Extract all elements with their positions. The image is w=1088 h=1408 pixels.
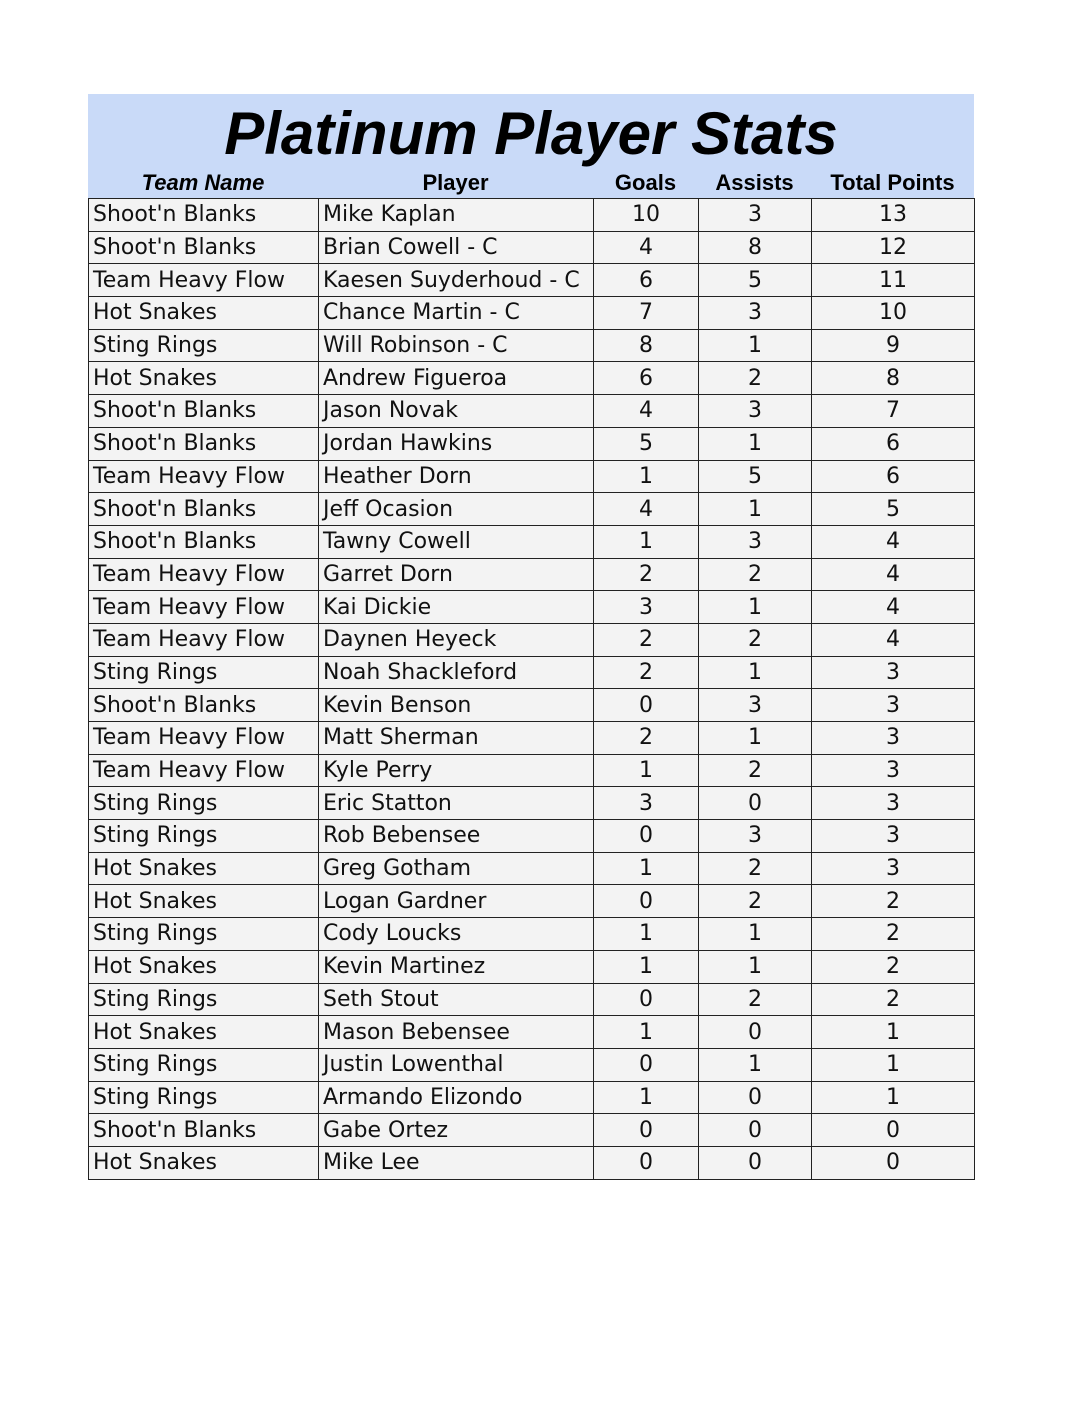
assists-cell: 3 xyxy=(699,297,812,330)
total-points-cell: 2 xyxy=(812,918,975,951)
table-row xyxy=(89,983,975,1016)
goals-cell: 0 xyxy=(594,983,699,1016)
table-row xyxy=(89,754,975,787)
team-cell: Sting Rings xyxy=(89,1081,319,1114)
player-cell: Brian Cowell - C xyxy=(319,231,594,264)
player-cell: Tawny Cowell xyxy=(319,525,594,558)
table-row xyxy=(89,656,975,689)
goals-cell: 0 xyxy=(594,689,699,722)
total-points-cell: 0 xyxy=(812,1114,975,1147)
table-row xyxy=(89,199,975,232)
goals-cell: 10 xyxy=(594,199,699,232)
total-points-cell: 6 xyxy=(812,427,975,460)
assists-cell: 1 xyxy=(699,656,812,689)
team-cell: Team Heavy Flow xyxy=(89,591,319,624)
player-cell: Garret Dorn xyxy=(319,558,594,591)
assists-cell: 1 xyxy=(699,493,812,526)
table-row xyxy=(89,1048,975,1081)
player-cell: Justin Lowenthal xyxy=(319,1048,594,1081)
goals-cell: 4 xyxy=(594,395,699,428)
table-row xyxy=(89,1016,975,1049)
player-cell: Kyle Perry xyxy=(319,754,594,787)
table-row xyxy=(89,787,975,820)
goals-cell: 2 xyxy=(594,623,699,656)
team-cell: Sting Rings xyxy=(89,983,319,1016)
team-cell: Team Heavy Flow xyxy=(89,754,319,787)
team-cell: Shoot'n Blanks xyxy=(89,427,319,460)
column-headers xyxy=(88,168,974,198)
goals-cell: 0 xyxy=(594,820,699,853)
goals-cell: 0 xyxy=(594,1146,699,1179)
player-cell: Mike Kaplan xyxy=(319,199,594,232)
table-row xyxy=(89,918,975,951)
stats-table xyxy=(88,198,975,1180)
total-points-cell: 3 xyxy=(812,689,975,722)
table-row xyxy=(89,231,975,264)
total-points-cell: 7 xyxy=(812,395,975,428)
assists-cell: 2 xyxy=(699,623,812,656)
table-row xyxy=(89,623,975,656)
table-row xyxy=(89,329,975,362)
column-header-player: Player xyxy=(422,170,489,195)
player-cell: Jason Novak xyxy=(319,395,594,428)
goals-cell: 1 xyxy=(594,918,699,951)
team-cell: Shoot'n Blanks xyxy=(89,199,319,232)
team-cell: Hot Snakes xyxy=(89,297,319,330)
table-row xyxy=(89,460,975,493)
assists-cell: 3 xyxy=(699,820,812,853)
column-header-assists: Assists xyxy=(715,170,794,195)
team-cell: Hot Snakes xyxy=(89,885,319,918)
total-points-cell: 11 xyxy=(812,264,975,297)
column-header-team: Team Name xyxy=(141,170,265,195)
goals-cell: 6 xyxy=(594,362,699,395)
goals-cell: 1 xyxy=(594,852,699,885)
assists-cell: 1 xyxy=(699,427,812,460)
player-cell: Kaesen Suyderhoud - C xyxy=(319,264,594,297)
team-cell: Team Heavy Flow xyxy=(89,722,319,755)
page-title: Platinum Player Stats xyxy=(224,100,838,167)
player-cell: Greg Gotham xyxy=(319,852,594,885)
total-points-cell: 0 xyxy=(812,1146,975,1179)
team-cell: Sting Rings xyxy=(89,787,319,820)
total-points-cell: 4 xyxy=(812,623,975,656)
goals-cell: 0 xyxy=(594,1114,699,1147)
total-points-cell: 1 xyxy=(812,1048,975,1081)
table-row xyxy=(89,1081,975,1114)
table-row xyxy=(89,297,975,330)
total-points-cell: 3 xyxy=(812,656,975,689)
goals-cell: 2 xyxy=(594,722,699,755)
total-points-cell: 8 xyxy=(812,362,975,395)
assists-cell: 2 xyxy=(699,885,812,918)
total-points-cell: 6 xyxy=(812,460,975,493)
goals-cell: 1 xyxy=(594,754,699,787)
assists-cell: 2 xyxy=(699,852,812,885)
assists-cell: 3 xyxy=(699,395,812,428)
table-row xyxy=(89,427,975,460)
goals-cell: 2 xyxy=(594,558,699,591)
assists-cell: 5 xyxy=(699,460,812,493)
table-row xyxy=(89,558,975,591)
player-cell: Seth Stout xyxy=(319,983,594,1016)
stats-table-body xyxy=(89,199,975,1180)
assists-cell: 0 xyxy=(699,1114,812,1147)
stats-sheet xyxy=(88,94,974,1180)
assists-cell: 0 xyxy=(699,1146,812,1179)
goals-cell: 7 xyxy=(594,297,699,330)
player-cell: Noah Shackleford xyxy=(319,656,594,689)
table-row xyxy=(89,689,975,722)
player-cell: Jordan Hawkins xyxy=(319,427,594,460)
table-row xyxy=(89,852,975,885)
total-points-cell: 9 xyxy=(812,329,975,362)
total-points-cell: 4 xyxy=(812,591,975,624)
goals-cell: 3 xyxy=(594,591,699,624)
assists-cell: 3 xyxy=(699,689,812,722)
goals-cell: 2 xyxy=(594,656,699,689)
player-cell: Chance Martin - C xyxy=(319,297,594,330)
table-row xyxy=(89,525,975,558)
table-row xyxy=(89,885,975,918)
table-row xyxy=(89,1146,975,1179)
goals-cell: 1 xyxy=(594,460,699,493)
assists-cell: 1 xyxy=(699,950,812,983)
player-cell: Cody Loucks xyxy=(319,918,594,951)
team-cell: Sting Rings xyxy=(89,1048,319,1081)
goals-cell: 1 xyxy=(594,1016,699,1049)
goals-cell: 5 xyxy=(594,427,699,460)
goals-cell: 1 xyxy=(594,1081,699,1114)
assists-cell: 1 xyxy=(699,591,812,624)
table-row xyxy=(89,950,975,983)
assists-cell: 1 xyxy=(699,918,812,951)
team-cell: Team Heavy Flow xyxy=(89,460,319,493)
assists-cell: 2 xyxy=(699,362,812,395)
table-row xyxy=(89,1114,975,1147)
team-cell: Sting Rings xyxy=(89,656,319,689)
player-cell: Kai Dickie xyxy=(319,591,594,624)
total-points-cell: 12 xyxy=(812,231,975,264)
goals-cell: 1 xyxy=(594,950,699,983)
total-points-cell: 2 xyxy=(812,885,975,918)
team-cell: Hot Snakes xyxy=(89,1016,319,1049)
table-row xyxy=(89,722,975,755)
goals-cell: 1 xyxy=(594,525,699,558)
player-cell: Mike Lee xyxy=(319,1146,594,1179)
total-points-cell: 3 xyxy=(812,722,975,755)
player-cell: Kevin Benson xyxy=(319,689,594,722)
assists-cell: 3 xyxy=(699,525,812,558)
goals-cell: 6 xyxy=(594,264,699,297)
goals-cell: 3 xyxy=(594,787,699,820)
total-points-cell: 1 xyxy=(812,1016,975,1049)
goals-cell: 0 xyxy=(594,885,699,918)
team-cell: Hot Snakes xyxy=(89,852,319,885)
table-row xyxy=(89,820,975,853)
player-cell: Jeff Ocasion xyxy=(319,493,594,526)
total-points-cell: 10 xyxy=(812,297,975,330)
total-points-cell: 13 xyxy=(812,199,975,232)
total-points-cell: 5 xyxy=(812,493,975,526)
table-row xyxy=(89,591,975,624)
team-cell: Shoot'n Blanks xyxy=(89,493,319,526)
team-cell: Team Heavy Flow xyxy=(89,623,319,656)
total-points-cell: 3 xyxy=(812,852,975,885)
assists-cell: 0 xyxy=(699,1016,812,1049)
goals-cell: 4 xyxy=(594,231,699,264)
player-cell: Gabe Ortez xyxy=(319,1114,594,1147)
total-points-cell: 4 xyxy=(812,558,975,591)
assists-cell: 2 xyxy=(699,983,812,1016)
total-points-cell: 3 xyxy=(812,787,975,820)
assists-cell: 0 xyxy=(699,1081,812,1114)
assists-cell: 2 xyxy=(699,754,812,787)
table-row xyxy=(89,264,975,297)
assists-cell: 2 xyxy=(699,558,812,591)
total-points-cell: 3 xyxy=(812,820,975,853)
total-points-cell: 2 xyxy=(812,983,975,1016)
player-cell: Logan Gardner xyxy=(319,885,594,918)
team-cell: Shoot'n Blanks xyxy=(89,395,319,428)
table-row xyxy=(89,493,975,526)
player-cell: Andrew Figueroa xyxy=(319,362,594,395)
goals-cell: 8 xyxy=(594,329,699,362)
player-cell: Kevin Martinez xyxy=(319,950,594,983)
player-cell: Mason Bebensee xyxy=(319,1016,594,1049)
goals-cell: 0 xyxy=(594,1048,699,1081)
team-cell: Sting Rings xyxy=(89,918,319,951)
player-cell: Heather Dorn xyxy=(319,460,594,493)
total-points-cell: 2 xyxy=(812,950,975,983)
assists-cell: 1 xyxy=(699,329,812,362)
team-cell: Hot Snakes xyxy=(89,1146,319,1179)
team-cell: Team Heavy Flow xyxy=(89,558,319,591)
table-row xyxy=(89,395,975,428)
team-cell: Team Heavy Flow xyxy=(89,264,319,297)
player-cell: Eric Statton xyxy=(319,787,594,820)
player-cell: Will Robinson - C xyxy=(319,329,594,362)
team-cell: Sting Rings xyxy=(89,329,319,362)
total-points-cell: 3 xyxy=(812,754,975,787)
assists-cell: 3 xyxy=(699,199,812,232)
total-points-cell: 4 xyxy=(812,525,975,558)
team-cell: Hot Snakes xyxy=(89,362,319,395)
team-cell: Shoot'n Blanks xyxy=(89,1114,319,1147)
player-cell: Armando Elizondo xyxy=(319,1081,594,1114)
column-header-total-points: Total Points xyxy=(830,170,955,195)
team-cell: Sting Rings xyxy=(89,820,319,853)
team-cell: Shoot'n Blanks xyxy=(89,525,319,558)
column-header-goals: Goals xyxy=(614,170,677,195)
team-cell: Shoot'n Blanks xyxy=(89,231,319,264)
assists-cell: 1 xyxy=(699,1048,812,1081)
assists-cell: 8 xyxy=(699,231,812,264)
player-cell: Matt Sherman xyxy=(319,722,594,755)
assists-cell: 1 xyxy=(699,722,812,755)
total-points-cell: 1 xyxy=(812,1081,975,1114)
assists-cell: 5 xyxy=(699,264,812,297)
assists-cell: 0 xyxy=(699,787,812,820)
table-row xyxy=(89,362,975,395)
goals-cell: 4 xyxy=(594,493,699,526)
header-block xyxy=(88,94,974,198)
player-cell: Rob Bebensee xyxy=(319,820,594,853)
player-cell: Daynen Heyeck xyxy=(319,623,594,656)
team-cell: Shoot'n Blanks xyxy=(89,689,319,722)
team-cell: Hot Snakes xyxy=(89,950,319,983)
